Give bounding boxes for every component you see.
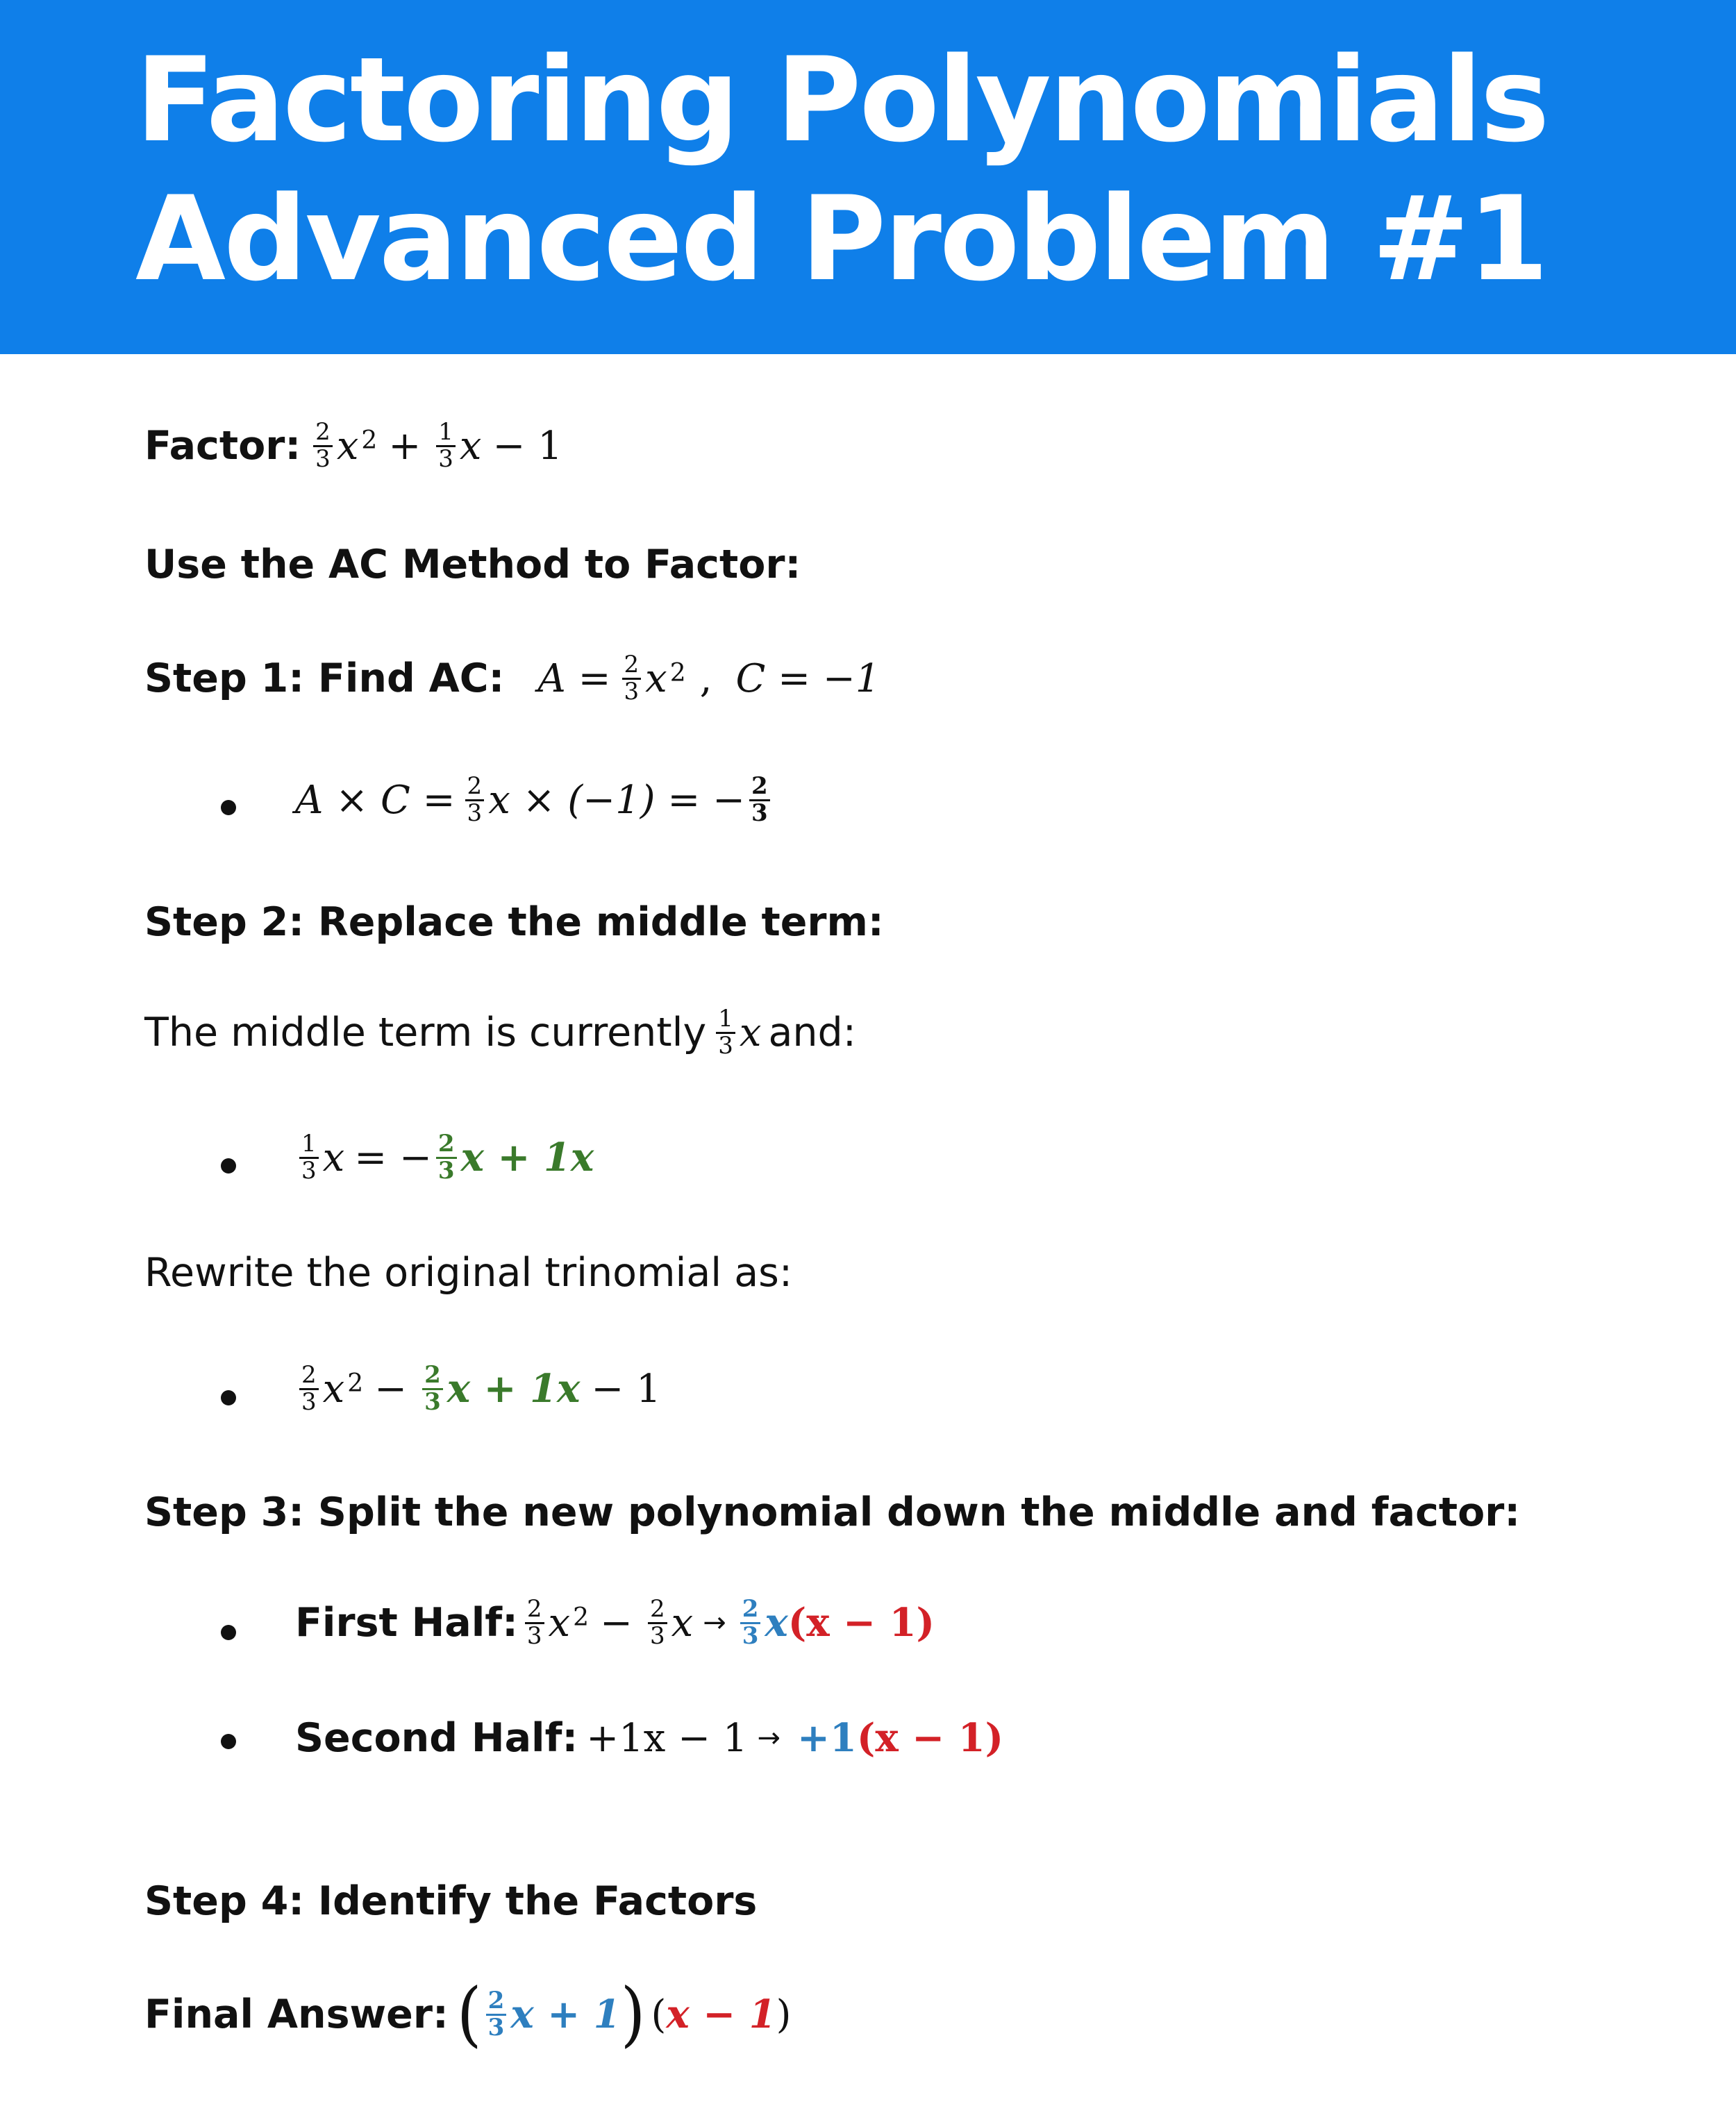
page-title-line-2: Advanced Problem #1 (135, 171, 1547, 307)
fraction: $\frac{2}{3}$ (436, 1132, 457, 1183)
step1-label: Step 1: Find AC: (144, 656, 505, 702)
second-half: Second Half: +1x − 1 → +1 (x − 1) (295, 1715, 1004, 1761)
fraction: $\frac{2}{3}$ (648, 1597, 667, 1648)
bullet-dot (221, 1734, 236, 1749)
fraction: $\frac{1}{3}$ (299, 1132, 319, 1183)
step2-heading: Step 2: Replace the middle term: (144, 899, 884, 945)
final-answer-label: Final Answer: (144, 1992, 449, 2037)
first-half: First Half: $\frac{2}{3}$ x $^2$ − $\frac{2}{3}$ x → $\frac{2}{3}$ x (x − 1) (295, 1595, 935, 1650)
step1-line (144, 653, 880, 704)
factor-label: Factor: (144, 423, 301, 469)
fraction: $\frac{2}{3}$ (313, 420, 333, 471)
rewrite-text: Rewrite the original trinomial as: (144, 1250, 793, 1296)
bullet-dot (221, 1158, 236, 1174)
page-title-line-1: Factoring Polynomials (135, 32, 1548, 168)
final-answer (144, 1973, 792, 2055)
fraction: $\frac{2}{3}$ (465, 774, 485, 826)
fraction: $\frac{2}{3}$ (486, 1989, 507, 2040)
title-banner (0, 0, 1736, 354)
step1-expression: A = $\frac{2}{3}$ x $^2$ , C = −1 (537, 651, 880, 705)
first-half-label: First Half: (295, 1600, 518, 1646)
fraction: $\frac{2}{3}$ (422, 1363, 443, 1414)
fraction: $\frac{2}{3}$ (749, 774, 770, 826)
fraction: $\frac{2}{3}$ (622, 653, 642, 704)
step2-text: The middle term is currently $\frac{1}{3}$ x and: (144, 1005, 856, 1060)
bullet-dot (221, 1625, 236, 1640)
step3-heading: Step 3: Split the new polynomial down the middle and factor: (144, 1489, 1521, 1535)
fraction: $\frac{2}{3}$ (525, 1597, 544, 1648)
step2-bullet: $\frac{1}{3}$ x = − $\frac{2}{3}$ x + 1x (295, 1132, 594, 1183)
final-answer-expression: ( $\frac{2}{3}$ x + 1 ) ( x − 1 ) (456, 1973, 792, 2055)
step2-bullet-2: $\frac{2}{3}$ x $^2$ − $\frac{2}{3}$ x + 1x − 1 (295, 1363, 661, 1414)
second-half-label: Second Half: (295, 1715, 578, 1761)
fraction: $\frac{2}{3}$ (740, 1597, 761, 1648)
step4-heading: Step 4: Identify the Factors (144, 1878, 758, 1924)
step1-bullet: A × C = $\frac{2}{3}$ x × (−1) = − $\frac{2}{3}$ (295, 774, 774, 826)
bullet-dot (221, 1390, 236, 1405)
factor-expression: $\frac{2}{3}$ x $^2$ + $\frac{1}{3}$ x − 1 (309, 420, 562, 471)
bullet-dot (221, 800, 236, 815)
fraction: $\frac{1}{3}$ (436, 420, 456, 471)
arrow-icon: → (703, 1607, 726, 1639)
factor-line (144, 420, 562, 471)
arrow-icon: → (757, 1722, 781, 1754)
method-heading: Use the AC Method to Factor: (144, 542, 801, 587)
fraction: $\frac{1}{3}$ (716, 1007, 735, 1058)
fraction: $\frac{2}{3}$ (299, 1363, 319, 1414)
